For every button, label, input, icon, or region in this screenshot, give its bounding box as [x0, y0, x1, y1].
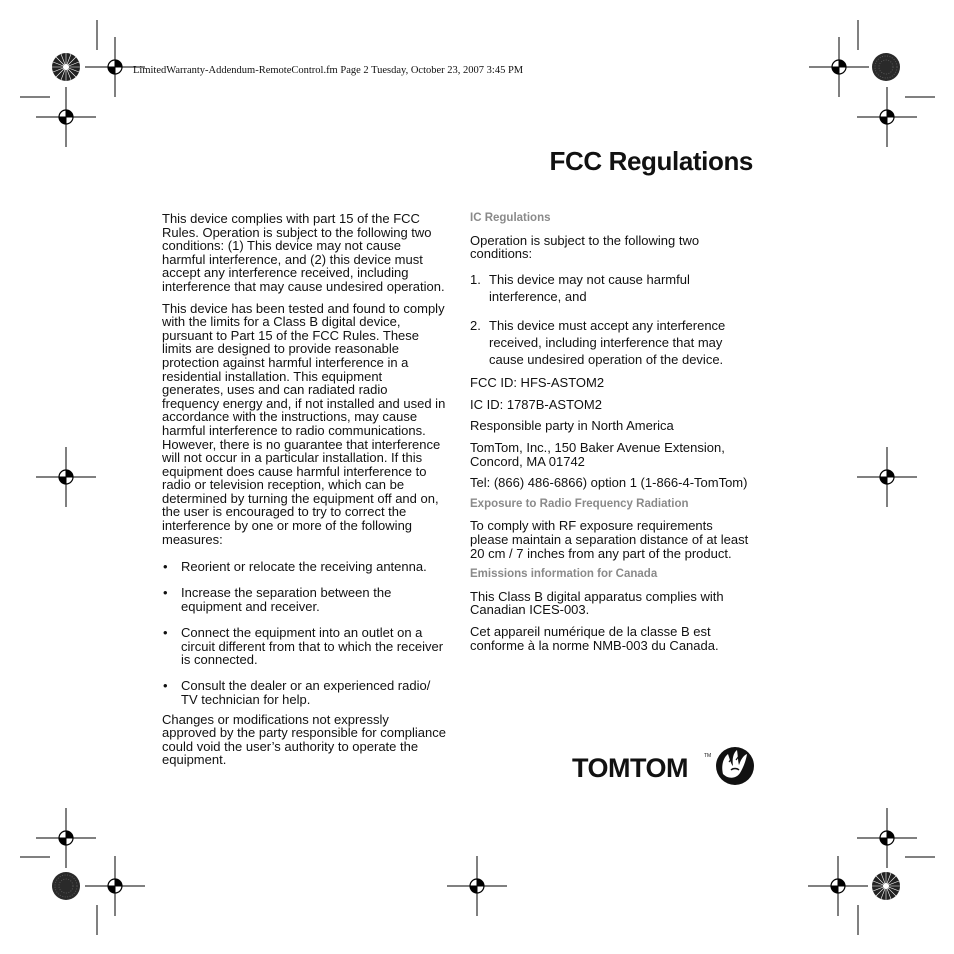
modifications-paragraph: Changes or modifications not expressly approved by the party responsible for compliance could void the user’s authority to operate the equipment. — [162, 711, 446, 768]
fcc-id: FCC ID: HFS-ASTOM2 — [470, 375, 605, 391]
trademark-symbol: TM — [704, 753, 712, 759]
bullet-icon: • — [163, 678, 168, 694]
bullet-icon: • — [163, 625, 168, 641]
list-item: • Consult the dealer or an experienced radio/ TV technician for help. — [163, 678, 431, 707]
compliance-paragraph: This device complies with part 15 of the FCC Rules. Operation is subject to the following two conditions: (1) This device may not cause harmful interference, and (2) this device must accept any interference received, including interference that may cause undesired operation. — [162, 211, 445, 294]
logo-wordmark: TOMTOM — [572, 753, 688, 783]
class-b-paragraph: This device has been tested and found to comply with the limits for a Class B digital device, pursuant to Part 15 of the FCC Rules. These limits are designed to provide reasonable protection against harmful interference in a residential installation. This equipment generates, uses and can radiated radio frequency energy and, if not installed and used in accordance with the instructions, may cause harmful interference to radio communications. However, there is no guarantee that interference will not occur in a particular installation. If this equipment does cause harmful interference to radio or television reception, which can be determined by turning the equipment off and on, the user is encouraged to try to correct the interference by one or more of the following measures: — [162, 300, 446, 547]
list-item: • Connect the equipment into an outlet on a circuit different from that to which the receiver is connected. — [163, 625, 444, 668]
telephone: Tel: (866) 486-6866) option 1 (1-866-4-TomTom) — [470, 475, 748, 491]
tomtom-logo — [570, 742, 756, 788]
list-item: 2. This device must accept any interference received, including interference that may cause undesired operation of the device. — [470, 318, 726, 368]
print-header-info: LimitedWarranty-Addendum-RemoteControl.fm Page 2 Tuesday, October 23, 2007 3:45 PM — [133, 65, 524, 76]
list-item: • Reorient or relocate the receiving antenna. — [163, 559, 427, 575]
list-item: • Increase the separation between the equipment and receiver. — [163, 585, 392, 614]
measures-list — [162, 560, 446, 706]
canada-emissions-heading: Emissions information for Canada — [470, 568, 658, 581]
page-title: FCC Regulations — [549, 146, 753, 176]
right-column — [470, 212, 754, 660]
hands-icon — [716, 747, 754, 785]
bullet-icon: • — [163, 559, 168, 575]
responsible-party: Responsible party in North America — [470, 418, 674, 434]
left-column — [162, 212, 446, 775]
rf-exposure-text: To comply with RF exposure requirements please maintain a separation distance of at least 20 cm / 7 inches from any part of the product. — [470, 518, 749, 561]
list-item: 1. This device may not cause harmful interference, and — [470, 271, 690, 304]
ic-id: IC ID: 1787B-ASTOM2 — [470, 396, 602, 412]
canada-english-text: This Class B digital apparatus complies with Canadian ICES-003. — [470, 588, 724, 618]
ic-intro: Operation is subject to the following two conditions: — [470, 232, 700, 262]
ic-regulations-heading: IC Regulations — [470, 212, 551, 224]
rf-exposure-heading: Exposure to Radio Frequency Radiation — [470, 497, 689, 510]
bullet-icon: • — [163, 585, 168, 601]
canada-french-text: Cet appareil numérique de la classe B est conforme à la norme NMB-003 du Canada. — [470, 624, 719, 653]
ic-conditions-list — [470, 271, 754, 369]
company-address: TomTom, Inc., 150 Baker Avenue Extension, Concord, MA 01742 — [470, 440, 725, 469]
